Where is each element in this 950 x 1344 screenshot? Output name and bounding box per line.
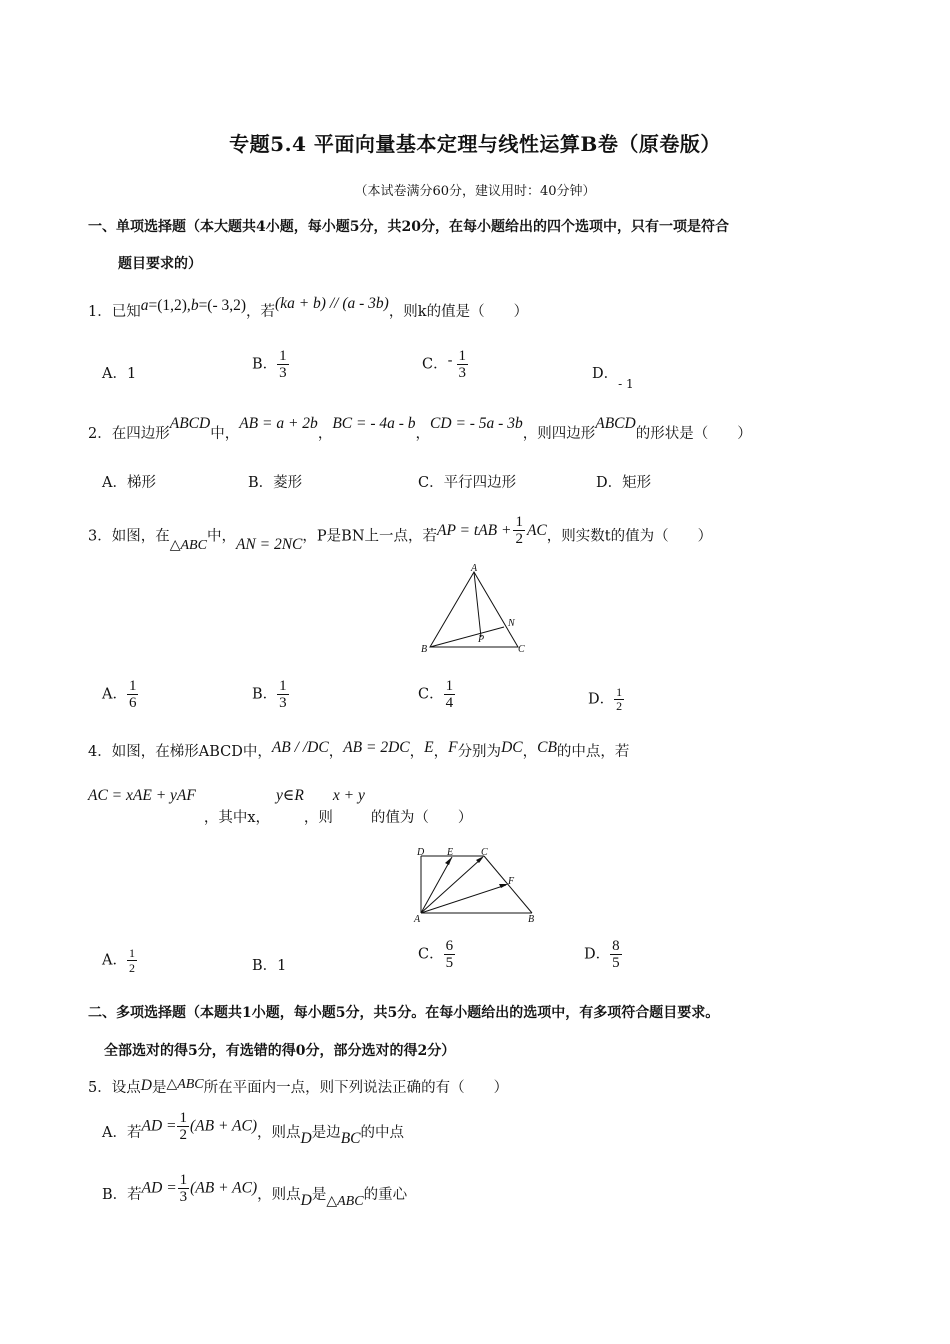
option-value: 平行四边形 (443, 475, 517, 491)
option-label: A． (102, 366, 127, 382)
q4-cb: CB (537, 739, 557, 756)
option-value: 1 (277, 958, 287, 974)
denominator: 5 (612, 955, 620, 971)
q2-number: 2．在四边形 (88, 426, 170, 442)
option-text: 若 (127, 1186, 142, 1203)
q2-option-c[interactable] (418, 471, 516, 492)
q4-tail: 的值为（ ） (370, 810, 473, 826)
q5-text: 是 (151, 1080, 167, 1096)
denominator: 2 (128, 961, 135, 975)
option-ad: AD = (141, 1179, 177, 1197)
q2-comma: ， (317, 426, 333, 442)
numerator: 1 (128, 678, 137, 694)
q3-option-c[interactable] (418, 678, 455, 711)
q3-option-a[interactable] (102, 678, 138, 711)
q1-vec-a: a (140, 297, 149, 314)
numerator: 6 (445, 938, 454, 954)
numerator: 1 (279, 348, 287, 364)
fraction (127, 678, 139, 711)
q4-option-c[interactable] (418, 938, 455, 971)
option-label: D． (592, 366, 619, 382)
q4-ab-parallel-dc: AB / /DC (271, 739, 329, 756)
option-text: ，则点 (256, 1124, 301, 1141)
option-text: 是边 (311, 1124, 341, 1141)
q4-option-d[interactable] (584, 938, 622, 971)
fraction (444, 678, 456, 711)
q5-d: D (140, 1077, 152, 1094)
q5-option-b[interactable] (102, 1172, 408, 1209)
q5-triangle: △ABC (166, 1077, 204, 1092)
q4-f: F (448, 739, 458, 756)
q3-triangle-figure (418, 560, 530, 658)
q2-comma: ， (415, 426, 431, 442)
option-d: D (300, 1129, 312, 1147)
q1-vec-b: b (190, 297, 199, 314)
option-value: 1 (126, 366, 137, 382)
fig-label-c: C (518, 644, 525, 655)
option-label: B． (248, 475, 274, 491)
numerator: 1 (128, 946, 135, 960)
q4-comma: ， (409, 744, 425, 760)
fig-label-d: D (417, 847, 425, 858)
option-text: 若 (126, 1124, 142, 1141)
fig-label-p: P (478, 634, 485, 645)
fraction (127, 946, 137, 975)
fig-label-a: A (471, 563, 478, 574)
q4-text: ，其中x， (203, 810, 271, 826)
numerator: 1 (515, 514, 523, 530)
option-value: 菱形 (273, 475, 303, 491)
q1-number: 1．已知 (88, 304, 141, 320)
option-label: C． (422, 356, 448, 373)
q3-text: 中， (206, 528, 236, 545)
question-4-line1 (88, 740, 629, 761)
q3-an: AN = 2NC (235, 535, 303, 553)
q4-text: ，则 (303, 810, 333, 826)
q4-option-a[interactable] (102, 946, 137, 975)
option-text: ，则点 (257, 1186, 301, 1203)
q1-option-b[interactable] (252, 348, 289, 381)
denominator: 3 (279, 365, 287, 381)
fraction (457, 348, 469, 381)
q3-ac: AC (526, 521, 547, 539)
denominator: 3 (458, 365, 467, 381)
fig-label-c: C (481, 847, 488, 858)
q2-abcd: ABCD (595, 415, 636, 432)
option-label: B． (252, 686, 278, 703)
section2-heading-line2: 全部选对的得5分，有选错的得0分，部分选对的得2分） (104, 1043, 456, 1059)
question-5 (88, 1076, 508, 1097)
q1-option-d[interactable] (592, 362, 634, 391)
q4-ac-equation: AC = xAE + yAF (88, 787, 196, 804)
fraction (277, 678, 289, 711)
numerator: 1 (279, 678, 287, 694)
q2-tail: 的形状是（ ） (635, 426, 752, 442)
q3-triangle: △ABC (169, 537, 207, 553)
q3-option-d[interactable] (588, 686, 624, 713)
fraction (177, 1110, 189, 1143)
option-sum: (AB + AC) (189, 1117, 257, 1135)
q4-text: 的中点，若 (556, 744, 630, 760)
q4-y-in-r: y∈R (276, 787, 304, 804)
option-ad: AD = (141, 1117, 177, 1135)
fraction (444, 938, 456, 971)
numerator: 1 (458, 348, 467, 364)
option-label: C． (418, 475, 444, 491)
q1-condition: (ka + b) // (a - 3b) (275, 295, 389, 312)
q4-ab-2dc: AB = 2DC (343, 739, 410, 756)
numerator: 1 (179, 1172, 188, 1188)
denominator: 2 (616, 699, 623, 713)
option-d: D (300, 1191, 312, 1209)
q2-text: 中， (210, 426, 240, 442)
q4-dc: DC (501, 739, 523, 756)
q3-tail: ，则实数t的值为（ ） (546, 528, 713, 545)
fraction (610, 938, 622, 971)
denominator: 5 (445, 955, 454, 971)
minus-sign: - (447, 352, 453, 369)
denominator: 3 (279, 695, 287, 711)
option-label: C． (418, 946, 444, 963)
q4-comma: ， (328, 744, 344, 760)
q2-ab: AB = a + 2b (239, 415, 318, 432)
fig-label-f: F (508, 876, 515, 887)
option-label: B． (252, 356, 278, 373)
fraction (513, 514, 525, 547)
option-bc: BC (340, 1129, 361, 1147)
q4-option-b[interactable] (252, 954, 286, 975)
numerator: 8 (612, 938, 620, 954)
section2-heading-line1: 二、多项选择题（本题共1小题，每小题5分，共5分。在每小题给出的选项中，有多项符合题目要求。 (88, 1005, 720, 1021)
q4-comma: ， (522, 744, 538, 760)
option-label: B． (252, 958, 278, 974)
q4-x-plus-y: x + y (332, 787, 365, 804)
q2-cd: CD = - 5a - 3b (430, 415, 523, 432)
option-value: 矩形 (622, 475, 652, 491)
q2-option-d[interactable] (596, 471, 651, 492)
question-1 (88, 295, 529, 321)
page-title: 专题5.4 平面向量基本定理与线性运算B卷（原卷版） (229, 132, 721, 156)
option-label: A． (102, 1124, 127, 1141)
option-label: D． (588, 691, 615, 708)
fraction (178, 1172, 190, 1205)
option-text: 的中点 (360, 1124, 404, 1141)
option-label: D． (596, 475, 623, 491)
option-sum: (AB + AC) (190, 1179, 258, 1197)
option-label: D． (584, 946, 611, 963)
q2-option-a[interactable] (102, 471, 156, 492)
denominator: 4 (445, 695, 454, 711)
q4-trapezoid-figure (412, 846, 542, 926)
q1-ruo: ，若 (246, 304, 276, 320)
denominator: 2 (179, 1127, 187, 1143)
q2-option-b[interactable] (248, 471, 302, 492)
q2-abcd: ABCD (169, 415, 211, 432)
fraction (277, 348, 289, 381)
q3-option-b[interactable] (252, 678, 289, 711)
option-text: 的重心 (363, 1186, 408, 1203)
denominator: 3 (179, 1189, 188, 1205)
fig-label-e: E (447, 847, 454, 858)
fig-label-n: N (508, 618, 515, 629)
option-label: A． (102, 952, 127, 969)
numerator: 1 (179, 1110, 187, 1126)
q4-text: 4．如图，在梯形ABCD中， (88, 744, 272, 760)
q4-e: E (424, 739, 434, 756)
q2-bc: BC = - 4a - b (332, 415, 416, 432)
q3-text: ，P是BN上一点，若 (302, 528, 438, 545)
q4-comma: ， (433, 744, 449, 760)
fig-label-b: B (528, 914, 535, 925)
numerator: 1 (616, 685, 623, 699)
option-value: 梯形 (126, 475, 156, 491)
q5-tail: 所在平面内一点，则下列说法正确的有（ ） (203, 1080, 509, 1096)
section1-heading-line2: 题目要求的） (118, 256, 202, 272)
denominator: 2 (515, 531, 523, 547)
q1-eq2: =(- 3,2) (198, 297, 247, 314)
option-label: B． (102, 1186, 128, 1203)
q5-option-a[interactable] (102, 1110, 404, 1147)
denominator: 6 (128, 695, 137, 711)
option-text: 是 (311, 1186, 327, 1203)
fraction (614, 686, 624, 713)
question-3 (88, 514, 713, 553)
q5-number: 5．设点 (88, 1080, 141, 1096)
option-value: - 1 (618, 377, 634, 391)
q3-ap: AP = tAB + (437, 521, 512, 539)
question-2 (88, 415, 752, 443)
option-triangle: △ABC (326, 1193, 364, 1209)
q1-eq1: =(1,2), (148, 297, 191, 314)
option-label: C． (418, 686, 444, 703)
q1-option-c[interactable] (422, 348, 468, 381)
fig-label-b: B (421, 644, 428, 655)
q2-text: ，则四边形 (522, 426, 596, 442)
q3-number: 3．如图，在 (88, 528, 170, 545)
option-label: A． (102, 686, 127, 703)
q1-tail: ，则k的值是（ ） (388, 304, 529, 320)
fig-label-a: A (414, 914, 421, 925)
page-subtitle: （本试卷满分60分，建议用时：40分钟） (354, 184, 596, 199)
section1-heading-line1: 一、单项选择题（本大题共4小题，每小题5分，共20分，在每小题给出的四个选项中，只有一项是符合 (88, 219, 729, 235)
q4-text: 分别为 (457, 744, 502, 760)
option-label: A． (102, 475, 127, 491)
numerator: 1 (445, 678, 454, 694)
question-4-line2 (88, 787, 473, 826)
q1-option-a[interactable] (102, 362, 136, 383)
